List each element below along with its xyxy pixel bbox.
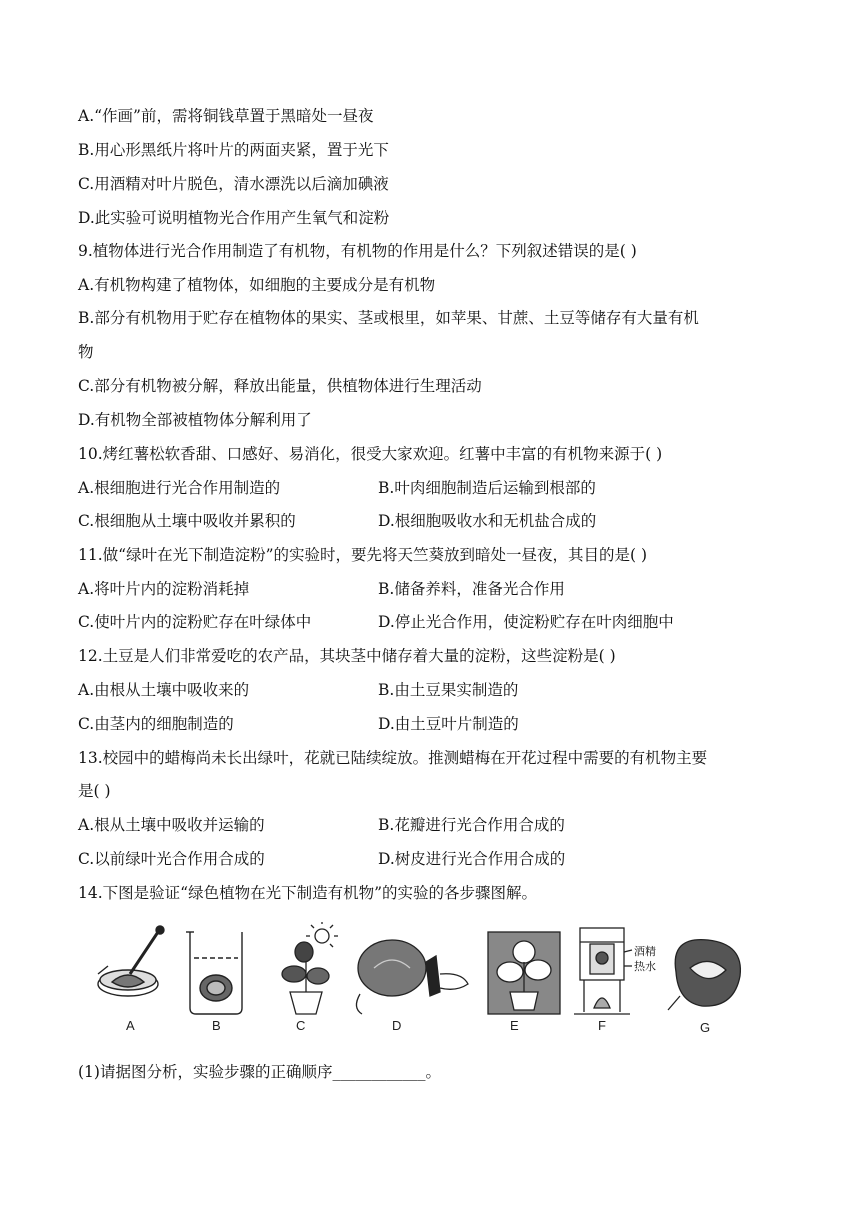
q10-options-row2 [78,511,798,531]
q8-option-d: D.此实验可说明植物光合作用产生氧气和淀粉 [78,209,390,227]
q12-option-d: D.由土豆叶片制造的 [378,715,519,733]
q12-option-c: C.由茎内的细胞制造的 [78,715,234,733]
step-a-illustration [98,926,164,996]
q13-option-c: C.以前绿叶光合作用合成的 [78,850,265,868]
q9-option-a: A.有机物构建了植物体，如细胞的主要成分是有机物 [78,276,436,294]
q11-option-b: B.储备养料，准备光合作用 [378,580,565,598]
q12-stem: 12.土豆是人们非常爱吃的农产品，其块茎中储存着大量的淀粉，这些淀粉是( ) [78,647,616,665]
q11-options-row1 [78,579,798,599]
q11-stem: 11.做“绿叶在光下制造淀粉”的实验时，要先将天竺葵放到暗处一昼夜，其目的是( ) [78,546,648,564]
q13-stem-cont: 是( ) [78,782,111,800]
q10-option-d: D.根细胞吸收水和无机盐合成的 [378,512,597,530]
q8-option-b: B.用心形黑纸片将叶片的两面夹紧，置于光下 [78,141,389,159]
q12-option-a: A.由根从土壤中吸收来的 [78,681,250,699]
experiment-steps-figure [90,922,750,1040]
step-g-illustration [668,940,740,1010]
q11-option-c: C.使叶片内的淀粉贮存在叶绿体中 [78,613,312,631]
q11-option-a: A.将叶片内的淀粉消耗掉 [78,580,250,598]
q9-option-c: C.部分有机物被分解，释放出能量，供植物体进行生理活动 [78,377,482,395]
figure-label-e: E [510,1018,519,1033]
q14-stem: 14.下图是验证“绿色植物在光下制造有机物”的实验的各步骤图解。 [78,884,538,902]
q10-option-a: A.根细胞进行光合作用制造的 [78,479,281,497]
q10-stem: 10.烤红薯松软香甜、口感好、易消化，很受大家欢迎。红薯中丰富的有机物来源于( ) [78,445,663,463]
q9-option-b: B.部分有机物用于贮存在植物体的果实、茎或根里，如苹果、甘蔗、土豆等储存有大量有机 [78,309,699,327]
figure-label-f: F [598,1018,606,1033]
q12-options-row1 [78,680,798,700]
q13-stem: 13.校园中的蜡梅尚未长出绿叶，花就已陆续绽放。推测蜡梅在开花过程中需要的有机物主要 [78,749,708,767]
step-e-illustration [488,932,560,1014]
q8-option-c: C.用酒精对叶片脱色，清水漂洗以后滴加碘液 [78,175,389,193]
q12-options-row2 [78,714,798,734]
q9-option-b-cont: 物 [78,343,94,361]
q9-option-d: D.有机物全部被植物体分解利用了 [78,411,312,429]
q13-options-row2 [78,849,798,869]
q10-option-c: C.根细胞从土壤中吸收并累积的 [78,512,296,530]
q13-options-row1 [78,815,798,835]
q10-options-row1 [78,478,798,498]
q13-option-d: D.树皮进行光合作用合成的 [378,850,566,868]
q12-option-b: B.由土豆果实制造的 [378,681,519,699]
figure-label-a: A [126,1018,135,1033]
q9-stem: 9.植物体进行光合作用制造了有机物，有机物的作用是什么？下列叙述错误的是( ) [78,242,637,260]
figure-label-d: D [392,1018,402,1033]
figure-label-alcohol: 酒精 [634,945,656,958]
step-b-illustration [186,932,242,1014]
figure-label-c: C [296,1018,306,1033]
q11-options-row2 [78,612,798,632]
figure-label-hot-water: 热水 [634,960,656,973]
step-d-illustration [356,940,468,1014]
q14-subquestion-1: (1)请据图分析，实验步骤的正确顺序____________。 [78,1063,441,1081]
figure-label-g: G [700,1020,711,1035]
q8-option-a: A.“作画”前，需将铜钱草置于黑暗处一昼夜 [78,107,374,125]
q13-option-b: B.花瓣进行光合作用合成的 [378,816,565,834]
step-f-illustration [574,928,632,1014]
step-c-illustration [282,922,338,1014]
figure-label-b: B [212,1018,221,1033]
q10-option-b: B.叶肉细胞制造后运输到根部的 [378,479,596,497]
q11-option-d: D.停止光合作用，使淀粉贮存在叶肉细胞中 [378,613,674,631]
q13-option-a: A.根从土壤中吸收并运输的 [78,816,265,834]
